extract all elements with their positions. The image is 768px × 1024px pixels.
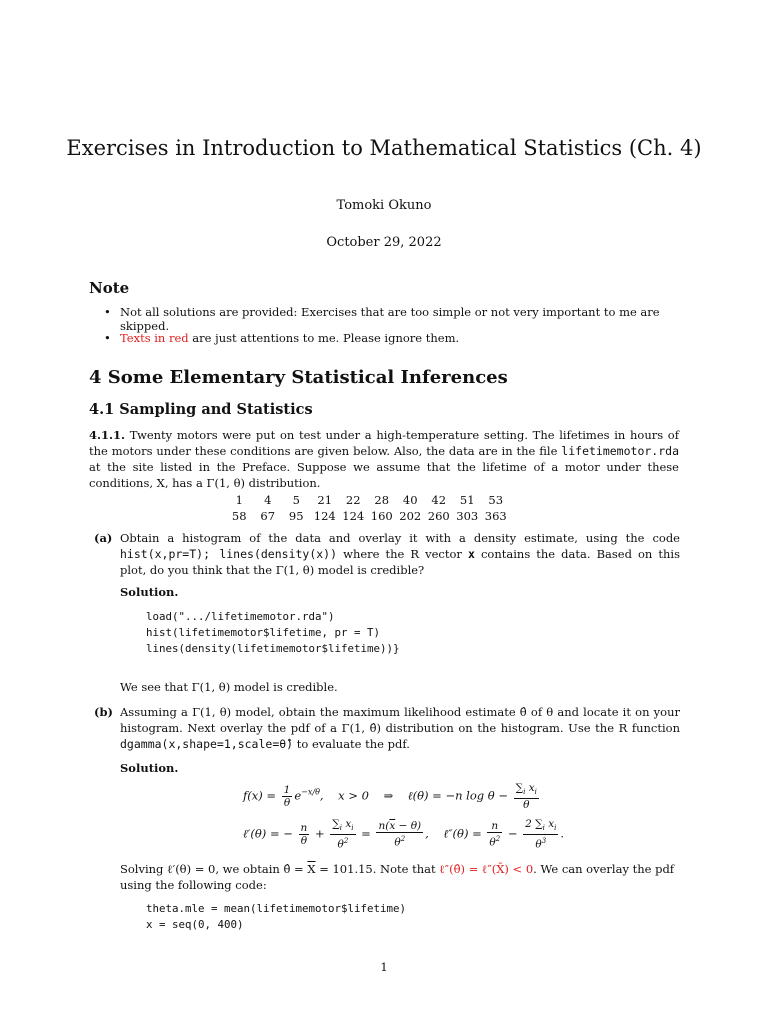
solving-text-part: Solving ℓ′(θ) = 0, we obtain θ̂ = xyxy=(120,862,308,876)
table-row xyxy=(225,508,510,524)
part-a-text xyxy=(120,530,680,578)
part-a-label: (a) xyxy=(94,531,113,545)
part-a-text-part: where the R vector xyxy=(337,547,468,561)
part-b-text-part: to evaluate the pdf. xyxy=(293,737,410,751)
table-row xyxy=(225,492,510,508)
document-date: October 29, 2022 xyxy=(326,235,442,250)
code-line: lines(density(lifetimemotor$lifetime))} xyxy=(146,642,400,655)
table-cell: 160 xyxy=(370,509,393,523)
table-cell: 260 xyxy=(427,509,450,523)
lifetime-table xyxy=(225,492,510,524)
table-cell: 95 xyxy=(288,509,304,523)
table-cell: 58 xyxy=(231,509,247,523)
table-cell: 363 xyxy=(484,509,507,523)
part-b-text xyxy=(120,704,680,752)
exercise-label: 4.1.1. xyxy=(89,428,126,442)
table-cell: 51 xyxy=(459,493,475,507)
note-item xyxy=(104,331,694,357)
solution-label: Solution. xyxy=(120,585,179,599)
conclusion-text: We see that Γ(1, θ) model is credible. xyxy=(120,680,338,694)
note-red-text: Texts in red xyxy=(120,331,189,345)
note-list xyxy=(104,305,694,357)
table-cell: 1 xyxy=(235,493,243,507)
part-a-text-part: Obtain a histogram of the data and overlay it with a density estimate, using the code xyxy=(120,531,680,545)
table-cell: 21 xyxy=(317,493,333,507)
table-cell: 4 xyxy=(264,493,272,507)
note-item-text: Not all solutions are provided: Exercises that are too simple or not very important to me are skipped. xyxy=(120,305,660,333)
code-line: x = seq(0, 400) xyxy=(146,918,244,931)
inline-code: hist(x,pr=T); lines(density(x)) xyxy=(120,547,338,561)
table-cell: 22 xyxy=(345,493,361,507)
table-cell: 124 xyxy=(313,509,336,523)
table-cell: 28 xyxy=(374,493,390,507)
table-cell: 40 xyxy=(402,493,418,507)
code-line: load(".../lifetimemotor.rda") xyxy=(146,610,335,623)
table-cell: 202 xyxy=(399,509,422,523)
solving-text-part: . We can overlay the pdf using the following code: xyxy=(120,862,675,892)
exercise-text xyxy=(89,427,679,491)
note-item-text: are just attentions to me. Please ignore them. xyxy=(188,331,460,345)
code-line: theta.mle = mean(lifetimemotor$lifetime) xyxy=(146,902,407,915)
file-name: lifetimemotor.rda xyxy=(561,444,679,458)
exercise-text-part: Twenty motors were put on test under a high-temperature setting. The lifetimes in hours of the motors under these conditions are given below. Also, the data are in the file xyxy=(89,428,679,458)
equation-line-2: ℓ′(θ) = − $\frac{n}{\theta}$ + $\frac{\sum_i x_i}{\theta^2}$ = $\frac{n(\overline{x} - \theta)}{\theta^2}$ , ℓ″(θ) = $\frac{n}{\theta^2}$ − $\frac{2 \sum_i x_i}{\theta^3}$ . xyxy=(243,818,565,851)
table-cell: 303 xyxy=(456,509,479,523)
note-heading: Note xyxy=(89,279,130,297)
code-block xyxy=(146,901,406,933)
part-a-text-part: contains the data. Based on this plot, do you think that the Γ(1, θ) model is credible? xyxy=(120,547,681,577)
solving-text-part: = 101.15. Note that xyxy=(315,862,440,876)
code-block xyxy=(146,609,400,657)
equation-line-1: f(x) = $\frac{1}{\theta}$ $e^{-x/\theta}$, x > 0 ⇒ ℓ(θ) = −n log θ − $\frac{\sum_i x_i}{\theta}$ xyxy=(243,782,537,812)
table-cell: 5 xyxy=(292,493,300,507)
section-heading: 4 Some Elementary Statistical Inferences xyxy=(89,367,508,388)
note-item xyxy=(104,305,694,331)
inline-code: dgamma(x,shape=1,scale=θ̂) xyxy=(120,737,294,751)
part-b-text-part: Assuming a Γ(1, θ) model, obtain the maximum likelihood estimate θ̂ of θ and locate it on your histogram. Next overlay the pdf of a Γ(1, θ̂) distribution on the histogram. Use the R function xyxy=(120,705,680,735)
subsection-heading: 4.1 Sampling and Statistics xyxy=(89,401,313,418)
table-cell: 124 xyxy=(342,509,365,523)
xbar-symbol: $\overline{X}$ xyxy=(307,862,316,876)
red-note: ℓ″(θ̂) = ℓ″(X̄) < 0 xyxy=(439,862,534,876)
part-b-label: (b) xyxy=(94,705,113,719)
exercise-text-part: at the site listed in the Preface. Suppose we assume that the lifetime of a motor under these conditions, X, has a Γ(1, θ) distribution. xyxy=(89,460,679,490)
solution-label: Solution. xyxy=(120,761,179,775)
solving-text xyxy=(120,861,680,893)
document-title: Exercises in Introduction to Mathematical Statistics (Ch. 4) xyxy=(66,136,702,160)
code-line: hist(lifetimemotor$lifetime, pr = T) xyxy=(146,626,381,639)
table-cell: 53 xyxy=(488,493,504,507)
table-cell: 67 xyxy=(260,509,276,523)
table-cell: 42 xyxy=(431,493,447,507)
document-author: Tomoki Okuno xyxy=(336,198,432,213)
page-number: 1 xyxy=(380,960,388,974)
inline-code: x xyxy=(467,547,475,561)
